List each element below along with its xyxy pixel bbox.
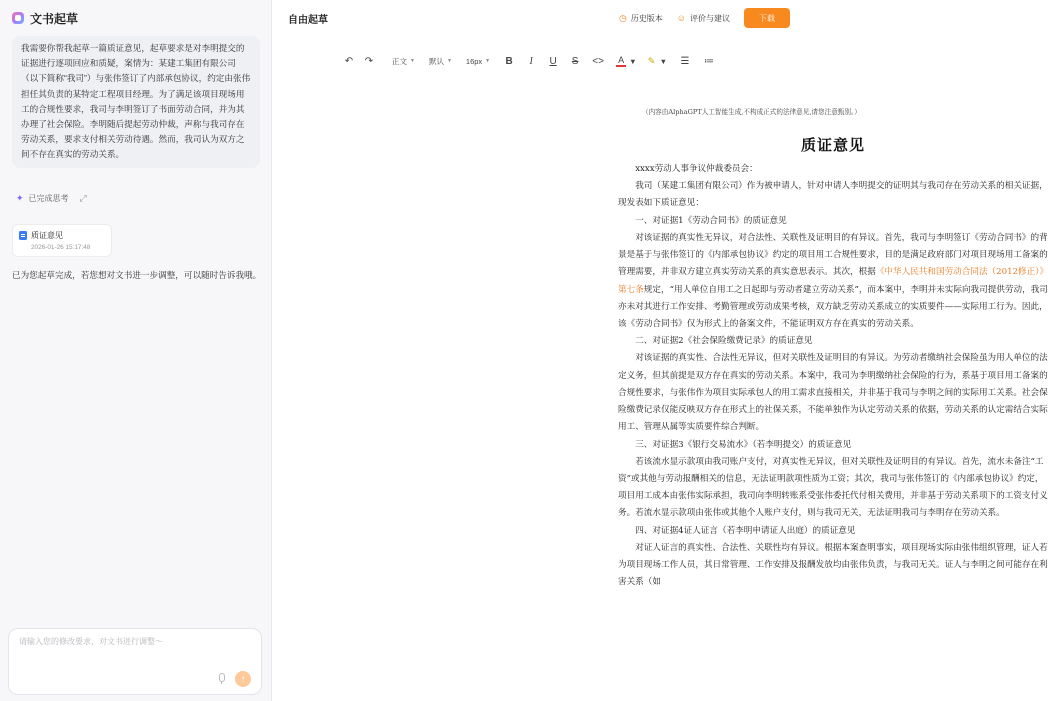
thinking-status[interactable]	[16, 193, 87, 204]
chevron-down-icon[interactable]: ▼	[659, 56, 667, 66]
user-message: 我需要你帮我起草一篇质证意见，起草要求是对李明提交的证据进行逐项回应和质疑，案情为：某建工集团有限公司（以下简称“我司”）与张伟签订了内部承包协议，约定由张伟担任其负责的某特定工程项目经理。为了满足该项目现场用工的合规性要求，我司与李明签订了书面劳动合同，并为其办理了社会保险。李明随后提起劳动仲裁，声称与我司存在劳动关系，要求支付相关劳动待遇。然而，我司认为双方之间不存在真实的劳动关系。	[12, 36, 260, 168]
chevron-down-icon[interactable]: ▼	[629, 56, 637, 66]
chat-pane	[0, 0, 272, 701]
section-4-title: 四、对证据4证人证言（若李明申请证人出庭）的质证意见	[635, 525, 856, 536]
send-button[interactable]	[235, 671, 251, 687]
document-card-date: 2026-01-26 15:17:48	[31, 244, 91, 251]
document-card[interactable]	[12, 224, 112, 257]
editor-topbar	[272, 0, 800, 36]
microphone-icon[interactable]	[217, 673, 225, 684]
undo-icon[interactable]: ↶	[344, 55, 354, 67]
assistant-reply: 已为您起草完成，若您想对文书进一步调整，可以随时告诉我哦。	[12, 270, 262, 280]
chevron-down-icon: ▼	[446, 58, 452, 64]
section-1-title: 一、对证据1《劳动合同书》的质证意见	[635, 215, 787, 226]
feedback-icon: ☺	[676, 13, 686, 23]
section-2-title: 二、对证据2《社会保险缴费记录》的质证意见	[635, 336, 813, 347]
expand-icon[interactable]: ⤢	[79, 193, 87, 203]
law-citation-link[interactable]: 《中华人民共和国劳动合同法（2012修正）》第七条	[618, 267, 1044, 295]
editor-title: 自由起草	[288, 14, 328, 26]
font-color-icon[interactable]: A	[618, 55, 625, 65]
app-title: 文书起草	[30, 11, 79, 26]
font-value: 默认	[428, 56, 444, 66]
document-icon	[19, 231, 27, 240]
document-card-title: 质证意见	[31, 231, 63, 240]
format-toolbar	[342, 52, 715, 70]
font-select[interactable]	[429, 52, 452, 70]
intro-paragraph: 我司（某建工集团有限公司）作为被申请人，针对申请人李明提交的证明其与我司存在劳动关系的相关证据，现发表如下质证意见：	[618, 181, 1048, 209]
section-2-paragraph: 对该证据的真实性、合法性无异议，但对关联性及证明目的有异议。为劳动者缴纳社会保险虽为用人单位的法定义务，但其前提是双方存在真实的劳动关系。本案中，我司为李明缴纳社会保险的行为，系基于项目用工备案的合规性要求，与张伟作为项目实际承包人的用工需求直接相关，并非基于我司与李明之间的实际用工关系。社会保险缴费记录仅能反映双方存在形式上的社保关系，不能单独作为认定劳动关系的依据，劳动关系的认定需结合实际用工、管理从属等实质要件综合判断。	[618, 353, 1048, 433]
italic-icon[interactable]: I	[529, 55, 533, 67]
chevron-down-icon: ▼	[410, 58, 415, 64]
section-1-text-b: 规定，“用人单位自用工之日起即与劳动者建立劳动关系”，而本案中，李明并未实际向我司提供劳动，我司亦未对其进行工作安排、考勤管理或劳动成果考核，双方缺乏劳动关系成立的实质要件——实际用工行为。因此，该《劳动合同书》仅为形式上的备案文件，不能证明双方存在真实的劳动关系。	[618, 284, 1048, 329]
chat-header	[0, 0, 271, 36]
clock-icon: ◷	[618, 12, 627, 23]
history-button[interactable]	[619, 13, 663, 24]
font-size-select[interactable]	[466, 52, 490, 70]
document-body[interactable]	[618, 161, 1048, 591]
paragraph-style-value: 正文	[392, 56, 407, 66]
ai-disclaimer: （内容由AlphaGPT人工智能生成,不构成正式的法律意见,请您注意甄别。）	[642, 108, 861, 116]
code-icon[interactable]: <>	[592, 55, 604, 67]
download-button[interactable]: 下载	[744, 8, 790, 28]
addressee: xxxx劳动人事争议仲裁委员会：	[635, 164, 758, 174]
strikethrough-icon[interactable]: S	[571, 55, 579, 67]
highlight-icon[interactable]: ✎	[647, 55, 656, 66]
bold-icon[interactable]: B	[505, 55, 513, 67]
redo-icon[interactable]: ↷	[364, 55, 374, 67]
feedback-button[interactable]	[677, 13, 730, 24]
history-label: 历史版本	[630, 13, 663, 23]
section-1-paragraph	[618, 230, 1048, 333]
arrow-up-icon: ↑	[240, 673, 246, 685]
section-4-paragraph: 对证人证言的真实性、合法性、关联性均有异议。根据本案查明事实，项目现场实际由张伟组织管理，证人若为项目现场工作人员，其日常管理、工作安排及报酬发放均由张伟负责，与我司无关。证人与李明之间可能存在利害关系（如	[618, 542, 1048, 588]
thinking-status-label: 已完成思考	[28, 194, 69, 203]
ordered-list-icon[interactable]: ≔	[704, 55, 714, 67]
section-3-paragraph: 若该流水显示款项由我司账户支付，对真实性无异议，但对关联性及证明目的有异议。首先，流水未备注“工资”或其他与劳动报酬相关的信息，无法证明款项性质为工资；其次，我司与张伟签订的《内部承包协议》约定，项目用工成本由张伟实际承担，我司向李明转账系受张伟委托代付相关费用，并非基于劳动关系项下的工资支付义务。若流水显示款项由张伟或其他个人账户支付，则与我司无关，无法证明我司与李明存在劳动关系。	[618, 456, 1048, 519]
section-3-title: 三、对证据3《银行交易流水》（若李明提交）的质证意见	[635, 439, 852, 450]
chat-input[interactable]	[8, 628, 262, 695]
editor-pane	[272, 0, 1048, 701]
document-heading: 质证意见	[800, 136, 865, 154]
chat-input-placeholder: 请输入您的修改要求，对文书进行调整～	[19, 637, 163, 646]
underline-icon[interactable]: U	[549, 55, 557, 67]
font-size-value: 16px	[465, 56, 483, 66]
feedback-label: 评价与建议	[690, 13, 730, 23]
section-1-text-a: 对该证据的真实性无异议，对合法性、关联性及证明目的有异议。首先，我司与李明签订《劳动合同书》的背景是基于与张伟签订的《内部承包协议》约定的项目用工合规性要求，目的是满足政府部门对项目现场用工备案的管理需要，并非双方建立真实劳动关系的真实意思表示。其次，根据	[618, 232, 1048, 278]
paragraph-style-select[interactable]	[392, 52, 415, 70]
app-logo-icon	[12, 12, 24, 24]
bullet-list-icon[interactable]: ☰	[680, 55, 690, 67]
chevron-down-icon: ▼	[485, 58, 491, 64]
sparkle-icon: ✦	[16, 193, 24, 203]
